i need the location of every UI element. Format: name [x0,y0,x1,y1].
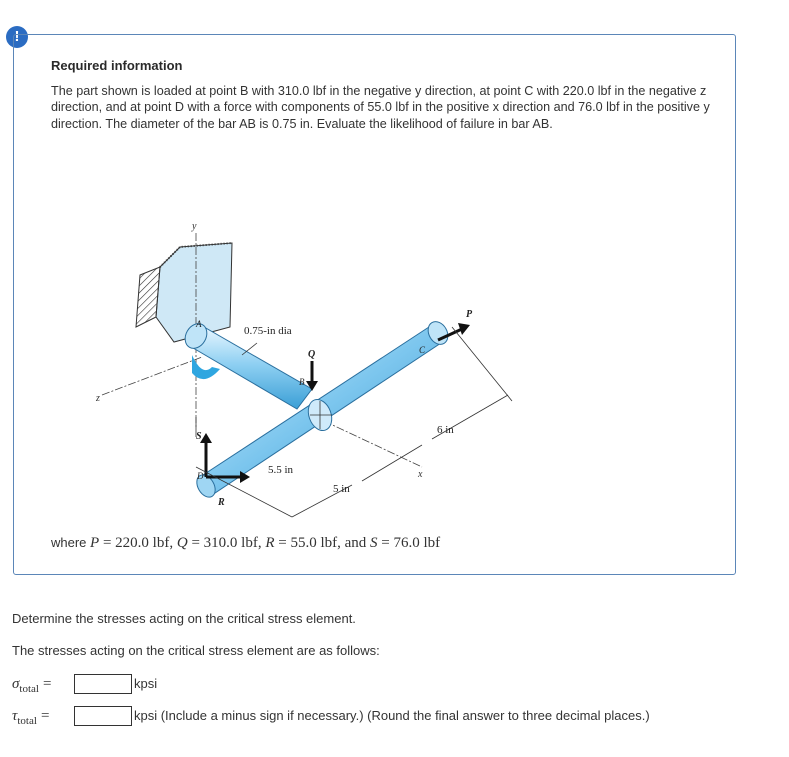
q-symbol: Q [176,535,188,551]
label-d: D [197,471,204,481]
alert-icon: ! [6,26,28,48]
label-a: A [196,319,202,329]
label-dia: 0.75-in dia [244,325,292,337]
label-r: R [218,497,225,508]
sigma-total-input[interactable] [74,674,132,694]
label-dim-5-5: 5.5 in [268,464,294,476]
label-p: P [466,309,473,320]
label-x: x [418,469,423,480]
where-math [90,535,440,551]
s-value: = 76.0 lbf [377,535,441,551]
question-line-1: Determine the stresses acting on the critical stress element. [12,611,356,626]
r-value: = 55.0 lbf [274,535,338,551]
sigma-unit: kpsi [134,676,158,691]
question-line-2: The stresses acting on the critical stress element are as follows: [12,643,380,658]
info-title: Required information [51,58,183,73]
sigma-total-label: $\sigma_{total}$ = [12,676,52,695]
tau-unit: kpsi (Include a minus sign if necessary.) (Round the final answer to three decimal places.) [134,708,650,723]
x-axis-line [324,421,422,467]
info-paragraph: The part shown is loaded at point B with 310.0 lbf in the negative y direction, at point C with 220.0 lbf in the negative z direction, and at point D with a force with components of 55.0 lbf in the positive x direction and 76.0 lbf in the positive y direction. The diameter of the bar AB is 0.75 in. Evaluate the likelihood of failure in bar AB. [51,84,710,131]
p-value: = 220.0 lbf [99,535,170,551]
tau-total-input[interactable] [74,706,132,726]
q-value: = 310.0 lbf [187,535,258,551]
wall-support [136,243,232,342]
label-q: Q [308,349,316,360]
p-symbol: P [90,535,100,551]
sep-1: , [169,535,177,551]
label-c: C [419,345,426,355]
label-s: S [196,431,202,442]
label-dim-6: 6 in [437,424,454,436]
r-symbol: R [265,535,275,551]
label-b: B [299,377,305,387]
where-prefix: where [51,535,87,550]
z-axis-line [102,357,202,395]
where-line [51,535,440,552]
tau-total-label: $\tau_{total}$ = [12,708,50,727]
and-sep: , and [337,535,371,551]
label-y: y [192,221,197,232]
label-dim-5: 5 in [333,483,350,495]
mechanical-part-figure [92,177,532,547]
required-information-panel [13,34,736,575]
sep-2: , [257,535,266,551]
label-z: z [96,393,100,404]
s-symbol: S [370,535,378,551]
